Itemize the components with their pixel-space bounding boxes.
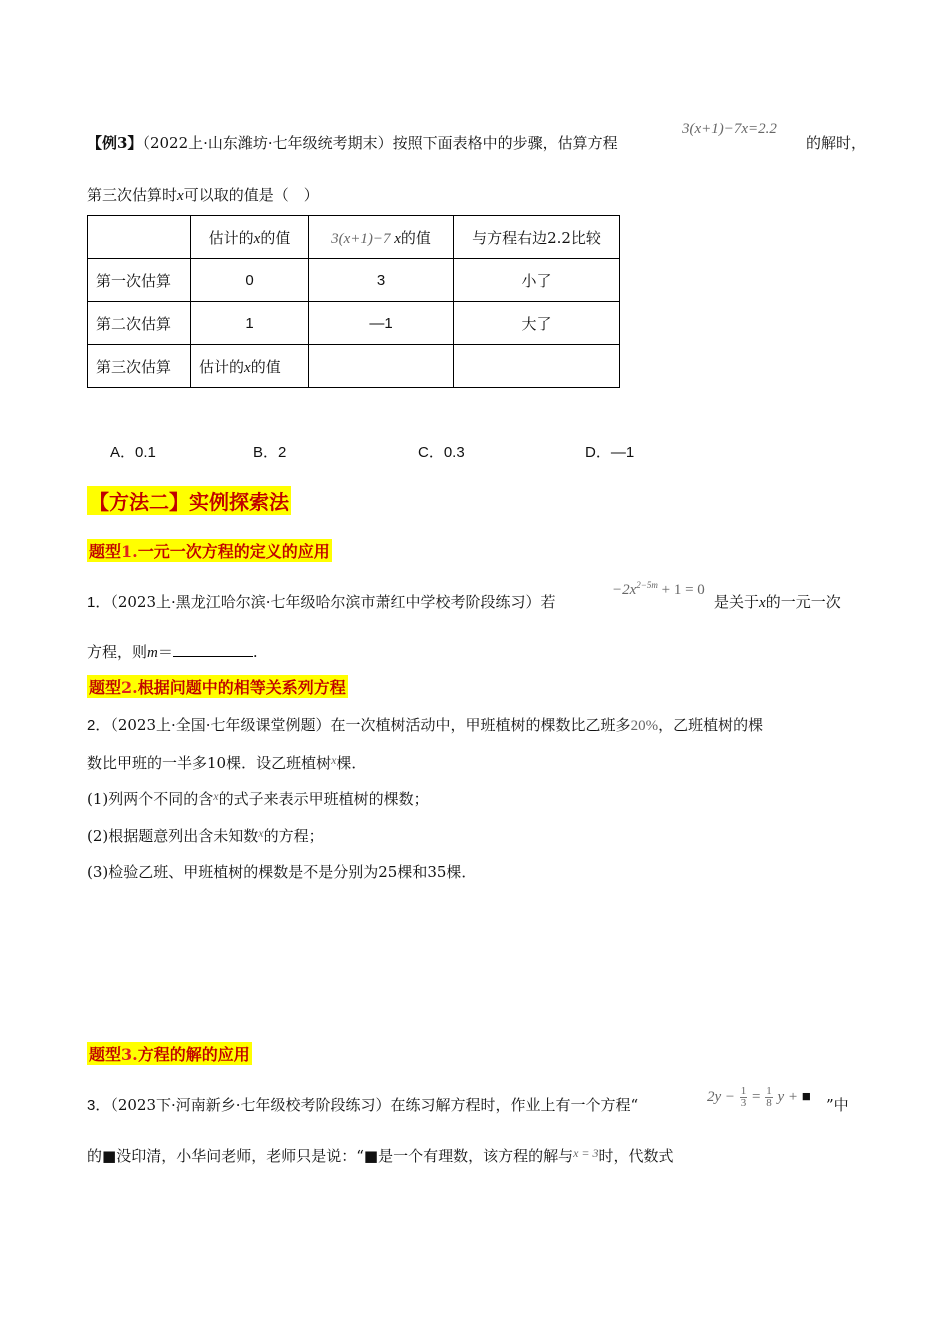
table-header-cell: 3(x+1)−7 x的值 — [309, 216, 454, 259]
q2-line-1: 2．（2023上·全国·七年级课堂例题）在一次植树活动中，甲班植树的棵数比乙班多20%，乙班植树的棵 — [87, 716, 764, 734]
q2-sub-1: (1)列两个不同的含$^x$的式子来表示甲班植树的棵数； — [87, 789, 429, 808]
option-b[interactable]: B．2 — [253, 444, 287, 461]
table-cell: 1 — [191, 302, 309, 345]
q2-line-2: 数比甲班的一半多10棵．设乙班植树$^x$棵． — [87, 753, 367, 772]
example-source: （2022上·山东潍坊·七年级统考期末）按照下面表格中的步骤，估算方程 — [142, 134, 618, 152]
table-cell: 大了 — [454, 302, 620, 345]
table-cell: 第二次估算 — [88, 302, 191, 345]
example-equation: 3(x+1)−7x=2.2 — [682, 121, 777, 137]
q1-line-1: 1．（2023上·黑龙江哈尔滨·七年级哈尔滨市萧红中学校考阶段练习）若 — [87, 593, 556, 611]
estimation-table — [87, 215, 620, 388]
q2-sub-3: (3)检验乙班、甲班植树的棵数是不是分别为25棵和35棵． — [87, 863, 477, 881]
q1-equation: $-2x^{2-5m} + 1 = 0$ — [612, 580, 705, 598]
q1-line-2: 方程，则m＝ . — [87, 643, 258, 661]
table-cell: 估计的x的值 — [191, 345, 309, 388]
table-header-cell — [88, 216, 191, 259]
method2-heading: 【方法二】实例探索法 — [87, 486, 291, 515]
type3-heading: 题型3.方程的解的应用 — [87, 1042, 252, 1065]
table-cell — [454, 345, 620, 388]
table-cell: 第一次估算 — [88, 259, 191, 302]
q3-tail: ”中 — [826, 1096, 849, 1114]
table-row — [88, 345, 620, 388]
table-cell: —1 — [309, 302, 454, 345]
q2-percent: 20% — [630, 718, 659, 734]
q1-tail: 是关于x的一元一次 — [714, 593, 841, 611]
example-tail: 的解时， — [806, 134, 867, 152]
type1-heading: 题型1.一元一次方程的定义的应用 — [87, 539, 332, 562]
example-label: 【例3】 — [87, 134, 143, 152]
table-header-cell: 与方程右边2.2比较 — [454, 216, 620, 259]
table-cell: 3 — [309, 259, 454, 302]
table-header-row — [88, 216, 620, 259]
option-a[interactable]: A．0.1 — [110, 444, 156, 461]
table-cell: 第三次估算 — [88, 345, 191, 388]
option-c[interactable]: C．0.3 — [418, 444, 465, 461]
q2-sub-2: (2)根据题意列出含未知数$^x$的方程； — [87, 826, 324, 845]
example-line-2: 第三次估算时x可以取的值是（ ） — [87, 186, 319, 204]
answer-blank[interactable] — [173, 642, 253, 657]
q3-equation: 2y − $\frac{1}{3}$ = $\frac{1}{8}$ y + ■ — [707, 1085, 811, 1109]
type2-heading: 题型2.根据问题中的相等关系列方程 — [87, 675, 348, 698]
table-header-cell: 估计的x的值 — [191, 216, 309, 259]
table-cell — [309, 345, 454, 388]
q3-line-2: 的■没印清，小华问老师，老师只是说：“■是一个有理数，该方程的解与$^{x = 3}$时，代数式 — [87, 1146, 674, 1165]
table-row — [88, 302, 620, 345]
table-cell: 0 — [191, 259, 309, 302]
option-d[interactable]: D．—1 — [585, 444, 635, 461]
table-cell: 小了 — [454, 259, 620, 302]
q3-line-1: 3．（2023下·河南新乡·七年级校考阶段练习）在练习解方程时，作业上有一个方程“ — [87, 1096, 639, 1114]
table-row — [88, 259, 620, 302]
example-line-1 — [87, 132, 618, 153]
